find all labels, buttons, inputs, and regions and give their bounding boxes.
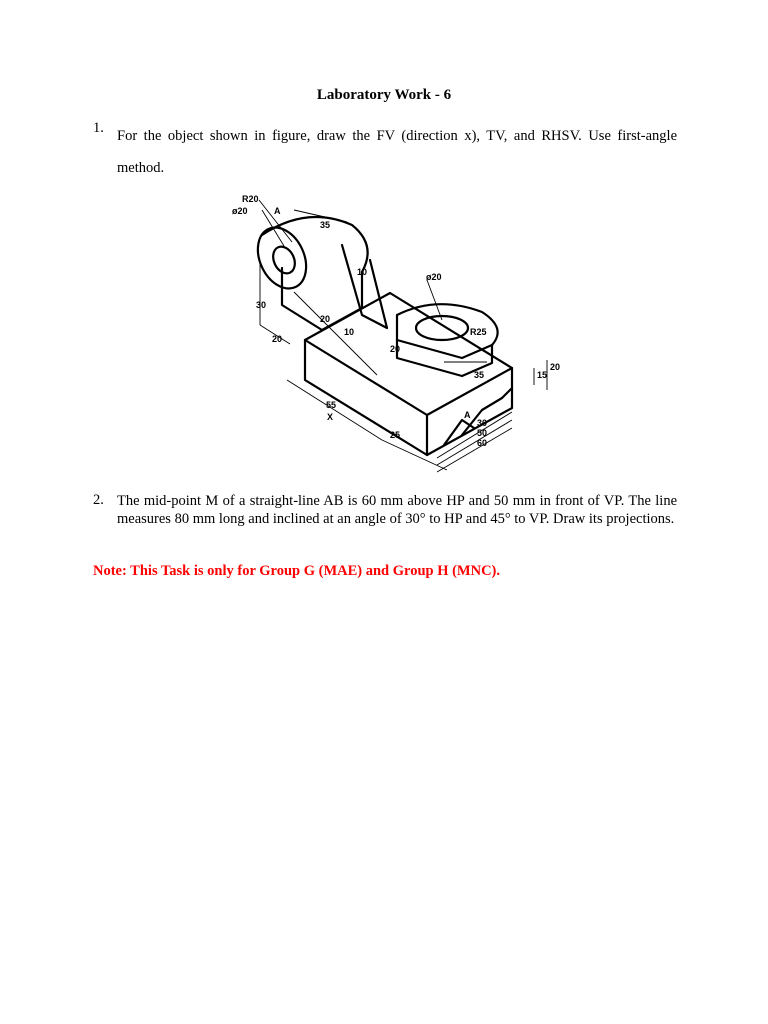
label-55: 55 <box>326 400 337 410</box>
label-x: X <box>327 412 334 422</box>
question-2-number: 2. <box>93 492 104 508</box>
isometric-figure <box>212 180 580 478</box>
label-10-slot: 10 <box>344 327 355 337</box>
label-20-mid: 20 <box>390 344 401 354</box>
upright-top-edge <box>262 217 368 272</box>
label-r20: R20 <box>242 194 259 204</box>
label-30-bottom: 30 <box>477 418 488 428</box>
base-front-face <box>305 340 427 455</box>
group-note: Note: This Task is only for Group G (MAE) and Group H (MNC). <box>93 563 501 579</box>
label-20-slot: 20 <box>320 314 331 324</box>
label-20-right: 20 <box>550 362 561 372</box>
label-r25: R25 <box>470 327 487 337</box>
label-35-right: 35 <box>474 370 485 380</box>
label-10-web: 10 <box>357 267 368 277</box>
label-dia20-left: ø20 <box>232 206 248 216</box>
question-2-text: The mid-point M of a straight-line AB is 60 mm above HP and 50 mm in front of VP. The line measures 80 mm long and inclined at an angle of 30° to HP and 45° to VP. Draw its projections. <box>117 493 677 527</box>
label-dia20-right: ø20 <box>426 272 442 282</box>
label-50: 50 <box>477 428 488 438</box>
page-title: Laboratory Work - 6 <box>316 87 452 103</box>
label-35-top: 35 <box>320 220 331 230</box>
label-30: 30 <box>256 300 267 310</box>
question-1-number: 1. <box>93 120 104 136</box>
label-25: 25 <box>390 430 401 440</box>
question-1-text: For the object shown in figure, draw the FV (direction x), TV, and RHSV. Use first-angle method. <box>117 128 677 176</box>
dimension-lines <box>259 200 547 472</box>
label-60: 60 <box>477 438 488 448</box>
label-a-bottom: A <box>464 410 471 420</box>
label-15: 15 <box>537 370 548 380</box>
label-20-left: 20 <box>272 334 283 344</box>
isometric-drawing <box>212 180 580 478</box>
upright-hole <box>269 243 299 277</box>
label-a-top: A <box>274 206 281 216</box>
